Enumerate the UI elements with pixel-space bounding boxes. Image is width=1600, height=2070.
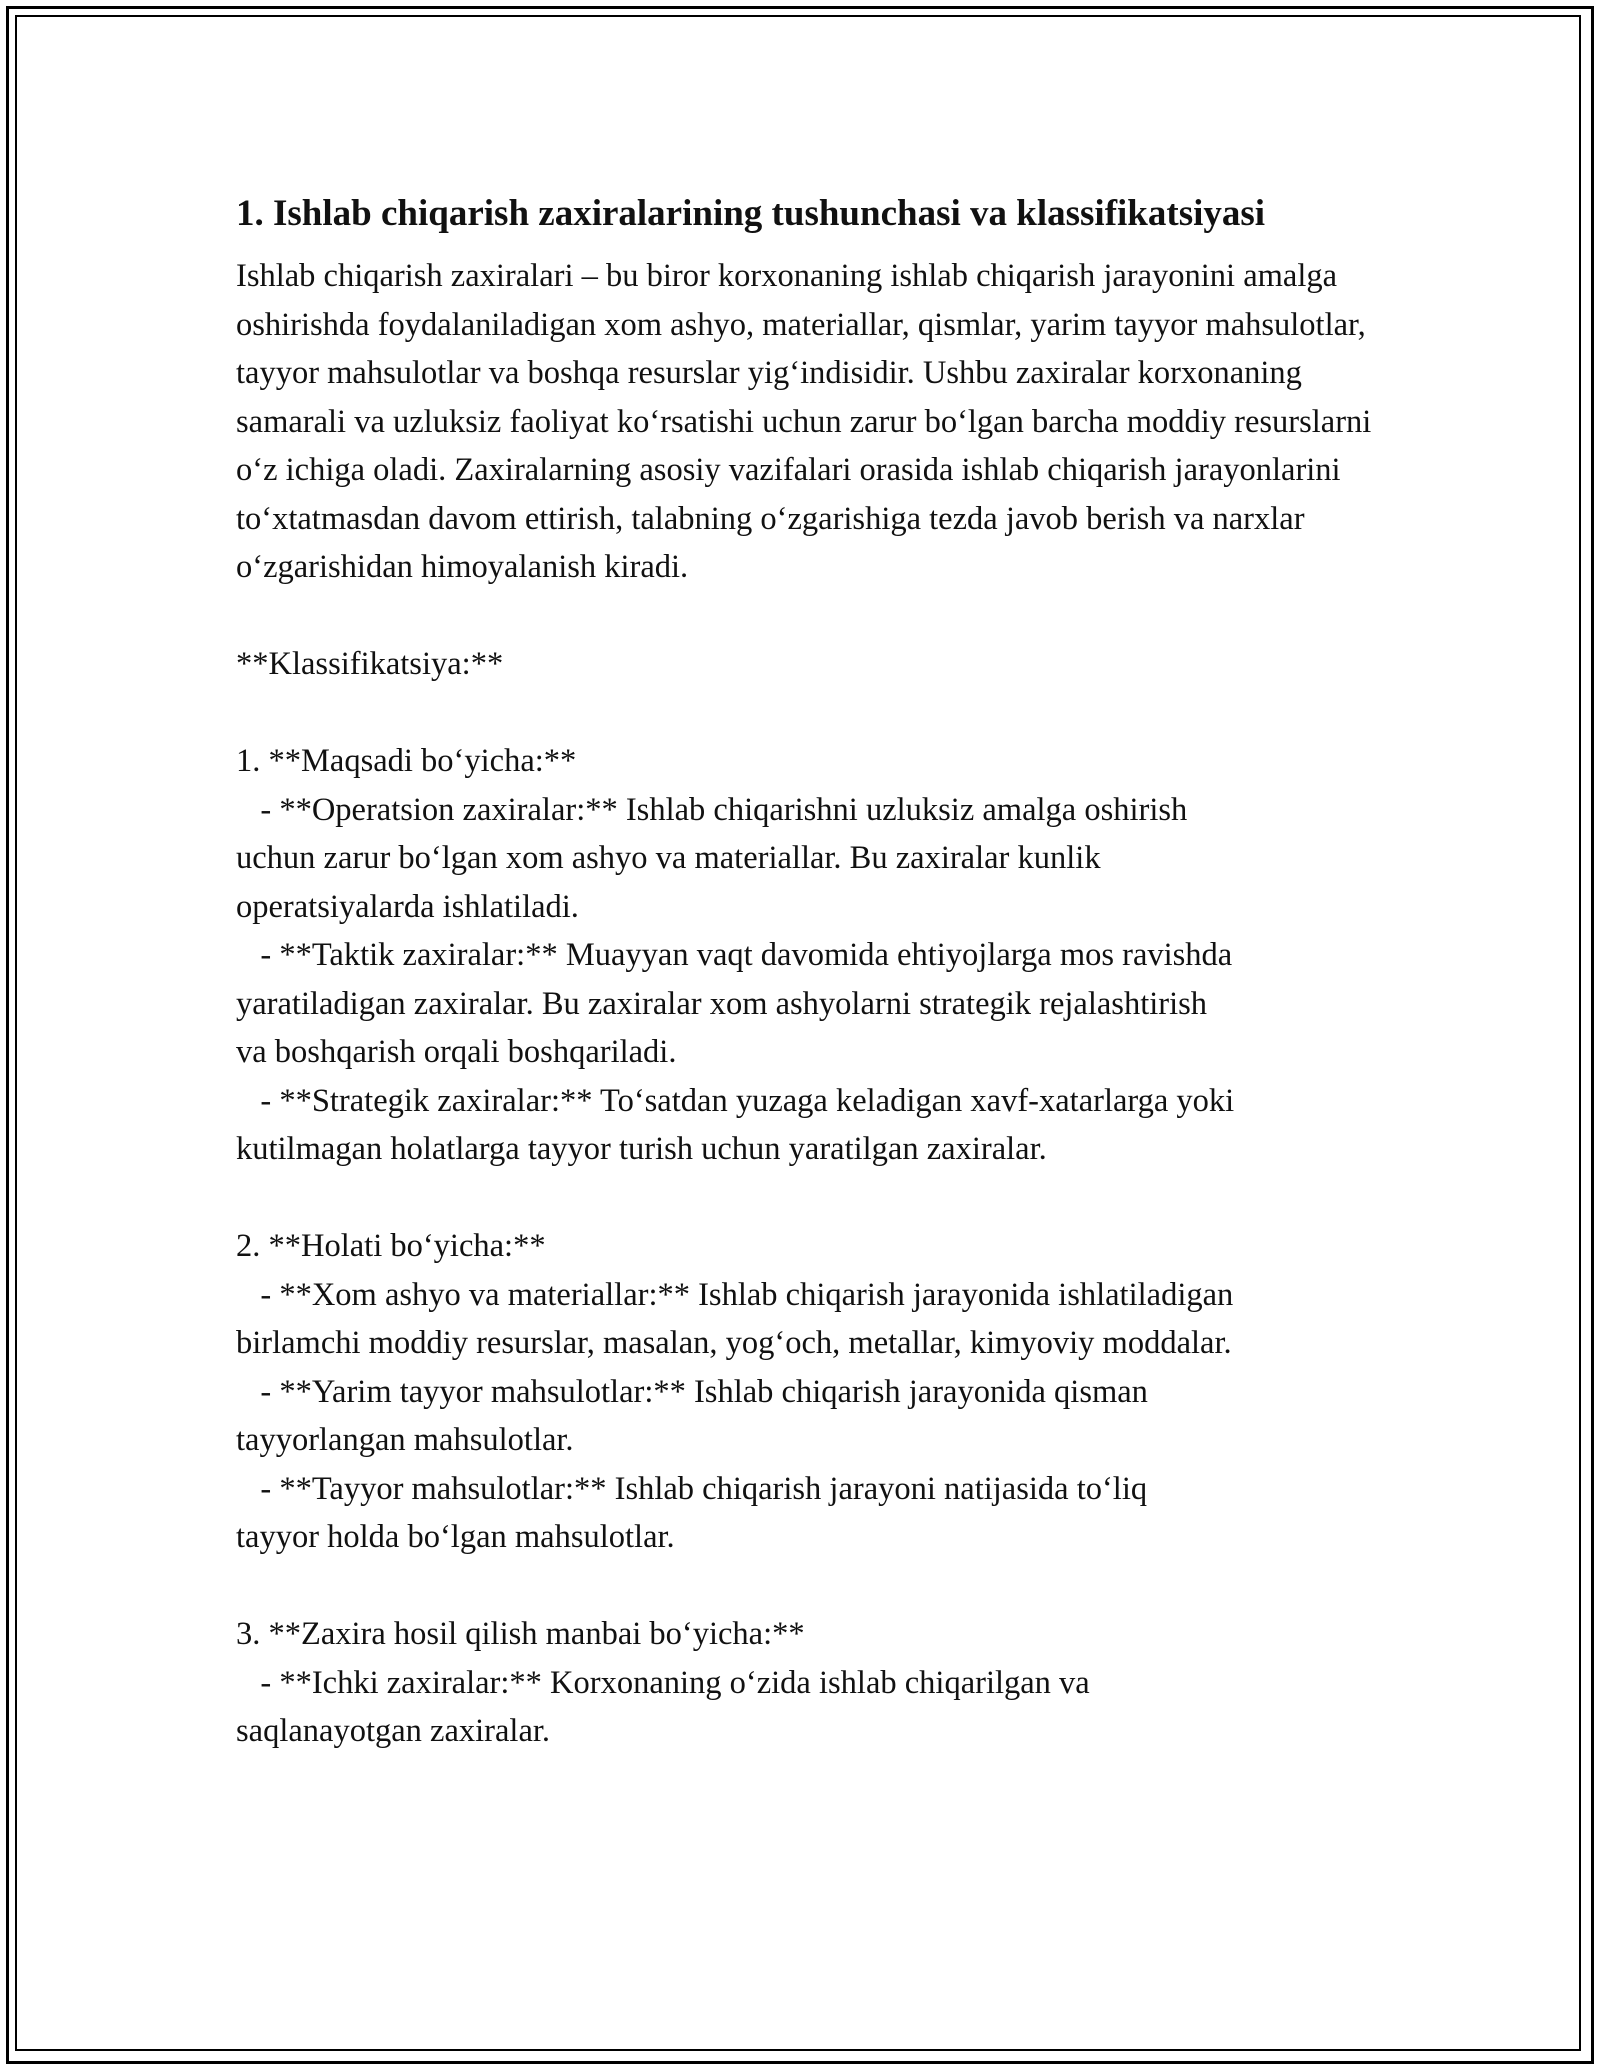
list-line: tayyor holda bo‘lgan mahsulotlar. (236, 1519, 675, 1555)
list-line: - **Ichki zaxiralar:** Korxonaning o‘zida ishlab chiqarilgan va (236, 1664, 1090, 1701)
blank-line (236, 1562, 1376, 1611)
list-line: tayyorlangan mahsulotlar. (236, 1422, 574, 1458)
list-line: yaratiladigan zaxiralar. Bu zaxiralar xom ashyolarni strategik rejalashtirish (236, 985, 1208, 1022)
classification-label: **Klassifikatsiya:** (236, 646, 504, 682)
intro-paragraph: Ishlab chiqarish zaxiralari – bu biror korxonaning ishlab chiqarish jarayonini amalga oshirishda foydalaniladigan xom ashyo, materiallar, qismlar, yarim tayyor mahsulotlar, tayyor mahsulotlar va boshqa resurslar yig‘indisidir. Ushbu zaxiralar korxonaning samarali va uzluksiz faoliyat ko‘rsatishi uchun zarur bo‘lgan barcha moddiy resurslarni o‘z ichiga oladi. Zaxiralarning asosiy vazifalari orasida ishlab chiqarish jarayonlarini to‘xtatmasdan davom ettirish, talabning o‘zgarishiga tezda javob berish va narxlar o‘zgarishidan himoyalanish kiradi. (236, 258, 1380, 585)
section-heading: 1. **Maqsadi bo‘yicha:** (236, 743, 577, 779)
section-purpose (236, 737, 1376, 1174)
list-line: uchun zarur bo‘lgan xom ashyo va materiallar. Bu zaxiralar kunlik (236, 840, 1101, 876)
list-line: - **Tayyor mahsulotlar:** Ishlab chiqarish jarayoni natijasida to‘liq (236, 1470, 1148, 1507)
list-line: - **Taktik zaxiralar:** Muayyan vaqt davomida ehtiyojlarga mos ravishda (236, 937, 1233, 973)
section-state (236, 1222, 1376, 1562)
list-line: - **Operatsion zaxiralar:** Ishlab chiqarishni uzluksiz amalga oshirish (236, 791, 1188, 828)
list-line: - **Xom ashyo va materiallar:** Ishlab chiqarish jarayonida ishlatiladigan (236, 1276, 1234, 1313)
section-heading: 3. **Zaxira hosil qilish manbai bo‘yicha:** (236, 1616, 805, 1652)
list-line: va boshqarish orqali boshqariladi. (236, 1034, 677, 1070)
document-title: 1. Ishlab chiqarish zaxiralarining tushunchasi va klassifikatsiyasi (236, 193, 1266, 234)
blank-line (236, 689, 1376, 738)
document-body (236, 186, 1380, 1756)
list-line: - **Yarim tayyor mahsulotlar:** Ishlab chiqarish jarayonida qisman (236, 1373, 1148, 1410)
blank-line (236, 1174, 1376, 1223)
list-line: - **Strategik zaxiralar:** To‘satdan yuzaga keladigan xavf-xatarlarga yoki (236, 1082, 1235, 1119)
list-line: saqlanayotgan zaxiralar. (236, 1713, 551, 1749)
list-line: kutilmagan holatlarga tayyor turish uchun yaratilgan zaxiralar. (236, 1131, 1047, 1167)
list-line: birlamchi moddiy resurslar, masalan, yog‘och, metallar, kimyoviy moddalar. (236, 1325, 1232, 1361)
blank-line (236, 592, 1376, 641)
section-source (236, 1610, 1376, 1756)
section-heading: 2. **Holati bo‘yicha:** (236, 1228, 546, 1264)
list-line: operatsiyalarda ishlatiladi. (236, 888, 579, 925)
